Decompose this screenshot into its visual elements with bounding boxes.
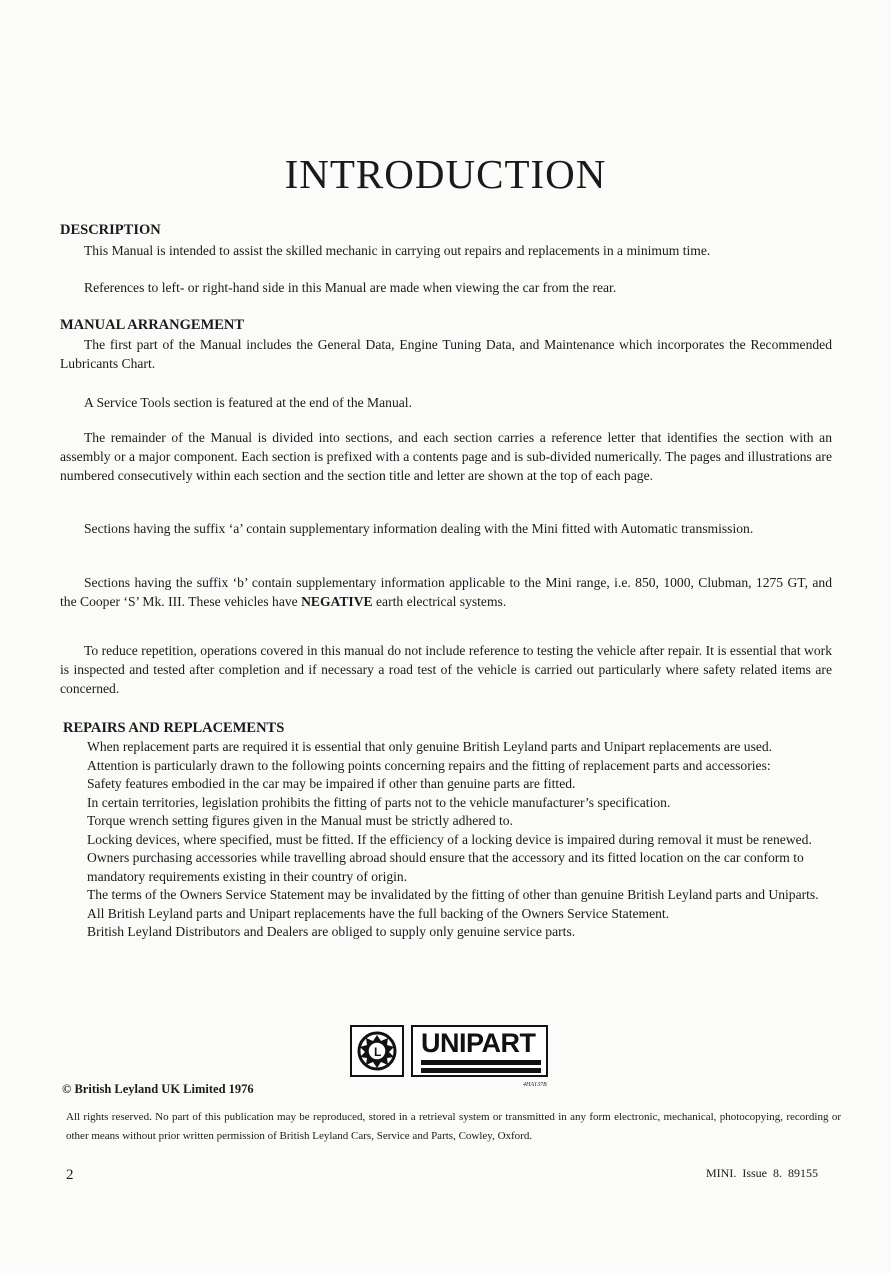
repairs-intro-1: When replacement parts are required it is essential that only genuine British Leyland parts and Unipart replacements are used. [87, 739, 773, 754]
arrangement-paragraph-6: To reduce repetition, operations covered in this manual do not include reference to testing the vehicle after repair. It is essential that work is inspected and tested after completion and if necessary a road test of the vehicle is carried out particularly where safety related items are concerned. [60, 643, 832, 696]
page-title: INTRODUCTION [284, 151, 607, 197]
copyright-notice: © British Leyland UK Limited 1976 [62, 1082, 254, 1096]
page-number: 2 [66, 1167, 74, 1183]
british-leyland-logo-icon [350, 1025, 404, 1077]
logo-block [350, 1025, 549, 1079]
heading-description: DESCRIPTION [60, 222, 161, 238]
issue-reference: MINI. Issue 8. 89155 [706, 1166, 818, 1180]
description-paragraph-1: This Manual is intended to assist the skilled mechanic in carrying out repairs and replacements in a minimum time. [84, 243, 711, 258]
rights-statement: All rights reserved. No part of this publication may be reproduced, stored in a retrieval system or transmitted in any form electronic, mechanical, photocopying, recording or other means without prior written permission of British Leyland Cars, Service and Parts, Cowley, Oxford. [66, 1111, 841, 1142]
negative-emphasis: NEGATIVE [301, 594, 373, 609]
logo-reference-code: 4HA137B [523, 1082, 547, 1088]
list-item: Locking devices, where specified, must be fitted. If the efficiency of a locking device is impaired during removal it must be renewed. [87, 831, 812, 847]
p5-text-after: earth electrical systems. [372, 594, 507, 609]
repairs-section [63, 738, 843, 942]
arrangement-paragraph-5 [60, 573, 832, 611]
list-item: Safety features embodied in the car may be impaired if other than genuine parts are fitted. [87, 776, 576, 791]
unipart-logo [411, 1025, 548, 1077]
arrangement-paragraph-1: The first part of the Manual includes the General Data, Engine Tuning Data, and Maintenance which incorporates the Recommended Lubricants Chart. [60, 337, 832, 371]
unipart-logo-text: UNIPART [421, 1028, 536, 1058]
list-item: British Leyland Distributors and Dealers are obliged to supply only genuine service parts. [87, 924, 576, 939]
heading-manual-arrangement: MANUAL ARRANGEMENT [60, 317, 245, 333]
list-item: All British Leyland parts and Unipart replacements have the full backing of the Owners Service Statement. [87, 905, 670, 921]
list-item: Torque wrench setting figures given in the Manual must be strictly adhered to. [87, 813, 514, 828]
list-item: The terms of the Owners Service Statement may be invalidated by the fitting of other than genuine British Leyland parts and Uniparts. [87, 887, 819, 902]
arrangement-paragraph-2: A Service Tools section is featured at the end of the Manual. [84, 395, 412, 410]
heading-repairs: REPAIRS AND REPLACEMENTS [63, 720, 285, 736]
description-paragraph-2: References to left- or right-hand side in this Manual are made when viewing the car from the rear. [84, 280, 617, 295]
svg-text:L: L [374, 1045, 382, 1059]
logo-bar [421, 1068, 541, 1073]
logo-bar [421, 1060, 541, 1065]
repairs-intro-2: Attention is particularly drawn to the following points concerning repairs and the fitting of replacement parts and accessories: [87, 757, 771, 773]
list-item: Owners purchasing accessories while travelling abroad should ensure that the accessory and its fitted location on the car conform to mandatory requirements existing in their country of origin. [87, 850, 804, 884]
p5-text-before: Sections having the suffix ‘b’ contain supplementary information applicable to the Mini range, i.e. 850, 1000, Clubman, 1275 GT, and the Cooper ‘S’ Mk. III. These vehicles have [60, 575, 832, 609]
list-item: In certain territories, legislation prohibits the fitting of parts not to the vehicle manufacturer’s specification. [87, 794, 671, 810]
arrangement-paragraph-4: Sections having the suffix ‘a’ contain supplementary information dealing with the Mini fitted with Automatic transmission. [84, 521, 754, 536]
arrangement-paragraph-3: The remainder of the Manual is divided into sections, and each section carries a reference letter that identifies the section with an assembly or a major component. Each section is prefixed with a contents page and is sub-divided numerically. The pages and illustrations are numbered consecutively within each section and the section title and letter are shown at the top of each page. [60, 430, 832, 483]
